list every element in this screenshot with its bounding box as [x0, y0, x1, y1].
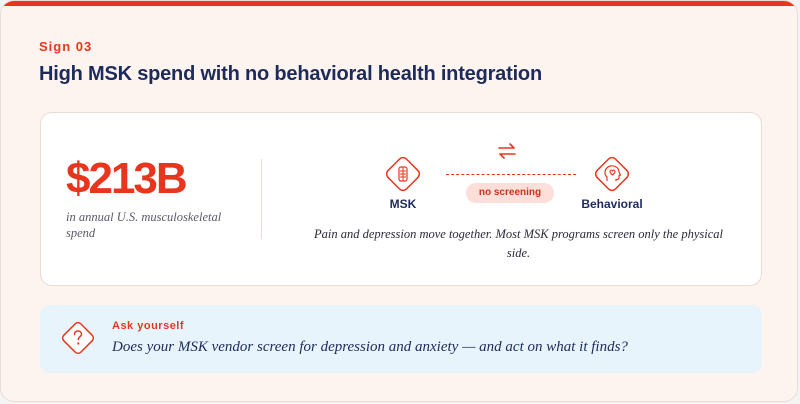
diagram-caption: Pain and depression move together. Most MSK programs screen only the physical side. [314, 227, 723, 260]
head-heart-icon [591, 153, 633, 195]
stat-caption: in annual U.S. musculoskeletal spend [66, 210, 222, 240]
sign-eyebrow: Sign 03 [39, 39, 93, 54]
ask-yourself-panel [40, 305, 762, 373]
accent-bar [1, 1, 797, 6]
ask-label: Ask yourself [112, 320, 185, 332]
behavioral-label: Behavioral [581, 197, 643, 211]
no-screening-badge: no screening [466, 183, 554, 203]
swap-arrows-icon [496, 142, 518, 160]
question-icon [59, 319, 97, 357]
msk-label: MSK [389, 197, 417, 211]
panel-divider [261, 159, 262, 239]
ask-question: Does your MSK vendor screen for depression and anxiety — and act on what it finds? [112, 339, 628, 355]
spine-icon [382, 153, 424, 195]
page-title: High MSK spend with no behavioral health integration [39, 63, 542, 85]
connector-line [446, 174, 576, 175]
stat-panel [40, 112, 762, 286]
stat-value: $213B [66, 154, 186, 203]
